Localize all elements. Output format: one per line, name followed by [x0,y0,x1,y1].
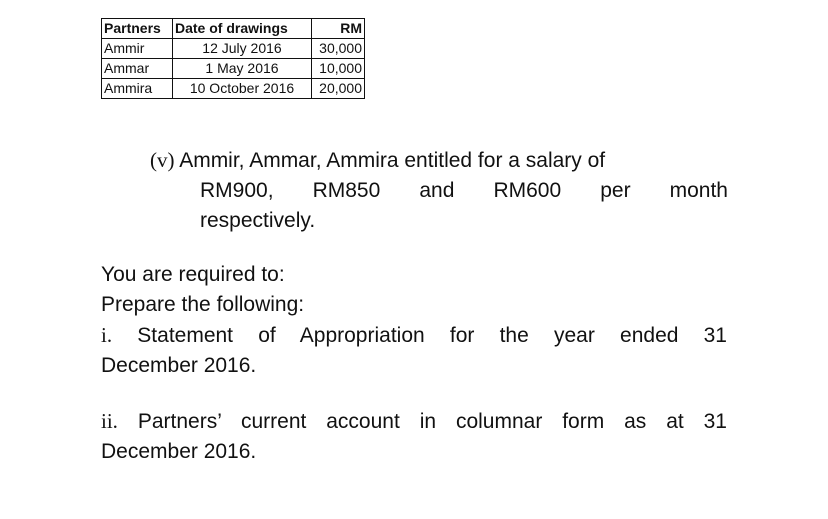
table-row [102,39,365,59]
item-ii-line2-text: December 2016. [101,440,257,463]
table-row [102,59,365,79]
header-partners: Partners [102,19,173,39]
partner-cell: Ammir [102,39,173,59]
header-date-of-drawings: Date of drawings [173,19,312,39]
header-rm: RM [312,19,365,39]
item-v-first-line [150,145,728,176]
partner-cell: Ammar [102,59,173,79]
item-v-salaries [150,145,728,236]
partner-cell: Ammira [102,79,173,99]
item-i-marker: i. [101,323,113,347]
amount-cell: 20,000 [312,79,365,99]
item-i-first-line [101,320,727,351]
requirements-block [101,260,727,381]
date-cell: 1 May 2016 [173,59,312,79]
item-v-marker: (v) [150,148,175,172]
prepare-intro: Prepare the following: [101,293,305,316]
item-ii-marker: ii. [101,409,118,433]
table-header-row [102,19,365,39]
required-intro: You are required to: [101,263,285,286]
amount-cell: 10,000 [312,59,365,79]
item-ii-line1-text: Partners’ current account in columnar form as at 31 [137,410,727,433]
amount-cell: 30,000 [312,39,365,59]
item-v-line1-text: Ammir, Ammar, Ammira entitled for a salary of [179,149,606,172]
item-v-line3-text: respectively. [200,209,316,232]
drawings-table [101,18,365,99]
table-row [102,79,365,99]
requirement-ii-block [101,406,727,467]
date-cell: 12 July 2016 [173,39,312,59]
item-v-line2-text: RM900, RM850 and RM600 per month [200,179,728,202]
item-ii-first-line [101,406,727,437]
item-i-line1-text: Statement of Appropriation for the year ended 31 [137,324,727,347]
date-cell: 10 October 2016 [173,79,312,99]
item-i-line2-text: December 2016. [101,354,257,377]
